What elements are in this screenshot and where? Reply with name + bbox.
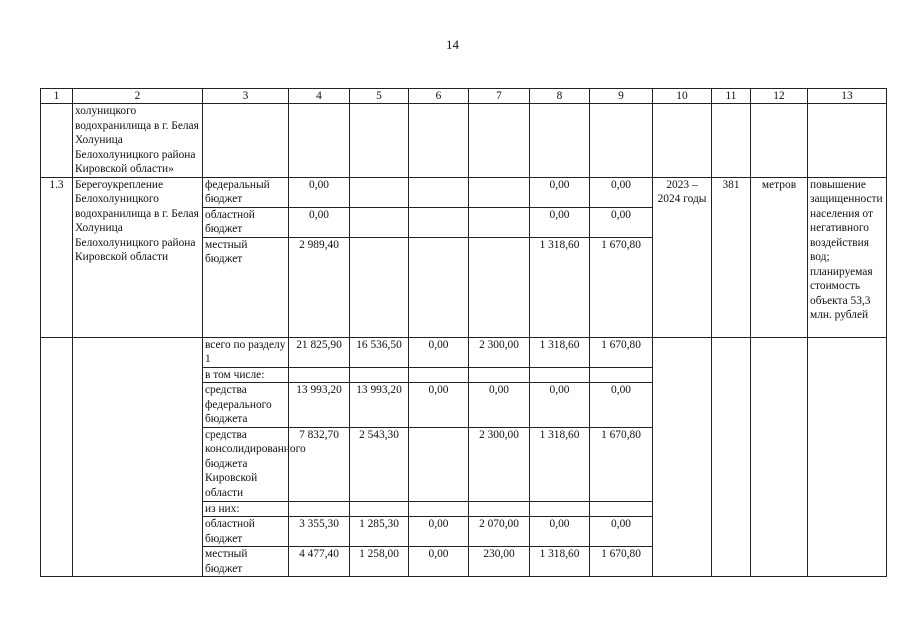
summary-label: всего по разделу 1 — [203, 337, 289, 367]
capacity-value: 381 — [712, 177, 751, 337]
continuation-row — [41, 104, 887, 178]
value-cell: 1 318,60 — [530, 237, 590, 337]
value-cell: 4 477,40 — [289, 547, 350, 577]
value-cell — [409, 177, 469, 207]
value-cell: 0,00 — [289, 177, 350, 207]
program-table — [40, 88, 887, 577]
column-header: 7 — [469, 89, 530, 104]
value-cell — [409, 427, 469, 501]
summary-label: в том числе: — [203, 367, 289, 383]
implementation-period: 2023 – 2024 годы — [653, 177, 712, 337]
value-cell: 2 543,30 — [350, 427, 409, 501]
value-cell — [469, 177, 530, 207]
column-header: 3 — [203, 89, 289, 104]
value-cell: 16 536,50 — [350, 337, 409, 367]
value-cell — [409, 207, 469, 237]
value-cell: 0,00 — [590, 207, 653, 237]
value-cell: 0,00 — [409, 337, 469, 367]
value-cell: 0,00 — [590, 177, 653, 207]
column-header: 2 — [73, 89, 203, 104]
expected-result: повышение защищенности населения от негативного воздействия вод; планируемая стоимость объекта 53,3 млн. рублей — [808, 177, 887, 337]
funding-source: местный бюджет — [203, 237, 289, 337]
value-cell — [350, 237, 409, 337]
summary-label: местный бюджет — [203, 547, 289, 577]
column-header: 10 — [653, 89, 712, 104]
value-cell: 0,00 — [469, 383, 530, 428]
value-cell: 0,00 — [289, 207, 350, 237]
value-cell: 0,00 — [409, 383, 469, 428]
value-cell: 0,00 — [590, 517, 653, 547]
value-cell: 0,00 — [530, 517, 590, 547]
value-cell: 0,00 — [409, 547, 469, 577]
object-name-continued: холуницкого водохранилища в г. Белая Холуница Белохолуницкого района Кировской области» — [73, 104, 203, 178]
column-header: 1 — [41, 89, 73, 104]
value-cell: 0,00 — [530, 177, 590, 207]
value-cell — [350, 207, 409, 237]
value-cell — [469, 237, 530, 337]
value-cell: 1 318,60 — [530, 547, 590, 577]
value-cell: 2 070,00 — [469, 517, 530, 547]
value-cell: 13 993,20 — [289, 383, 350, 428]
summary-label: областной бюджет — [203, 517, 289, 547]
column-header: 4 — [289, 89, 350, 104]
value-cell: 2 300,00 — [469, 427, 530, 501]
value-cell: 21 825,90 — [289, 337, 350, 367]
value-cell: 3 355,30 — [289, 517, 350, 547]
column-header: 8 — [530, 89, 590, 104]
value-cell: 1 670,80 — [590, 337, 653, 367]
value-cell — [469, 207, 530, 237]
value-cell: 1 318,60 — [530, 337, 590, 367]
table-row — [41, 177, 887, 207]
value-cell: 1 285,30 — [350, 517, 409, 547]
value-cell: 2 989,40 — [289, 237, 350, 337]
value-cell: 1 670,80 — [590, 547, 653, 577]
column-header: 9 — [590, 89, 653, 104]
page-number: 14 — [446, 37, 459, 52]
value-cell: 13 993,20 — [350, 383, 409, 428]
column-header-row — [41, 89, 887, 104]
value-cell — [409, 237, 469, 337]
summary-row — [41, 337, 887, 367]
value-cell: 0,00 — [590, 383, 653, 428]
summary-label: средства федерального бюджета — [203, 383, 289, 428]
value-cell: 2 300,00 — [469, 337, 530, 367]
column-header: 6 — [409, 89, 469, 104]
funding-source: областной бюджет — [203, 207, 289, 237]
column-header: 13 — [808, 89, 887, 104]
summary-label: из них: — [203, 501, 289, 517]
value-cell: 1 318,60 — [530, 427, 590, 501]
value-cell: 1 258,00 — [350, 547, 409, 577]
summary-label: средства консолидированного бюджета Кировской области — [203, 427, 289, 501]
value-cell: 0,00 — [530, 383, 590, 428]
item-number: 1.3 — [41, 177, 73, 337]
capacity-unit: метров — [751, 177, 808, 337]
value-cell: 1 670,80 — [590, 427, 653, 501]
value-cell: 230,00 — [469, 547, 530, 577]
column-header: 11 — [712, 89, 751, 104]
funding-source: федеральный бюджет — [203, 177, 289, 207]
column-header: 12 — [751, 89, 808, 104]
object-name: Берегоукрепление Белохолуницкого водохранилища в г. Белая Холуница Белохолуницкого района Кировской области — [73, 177, 203, 337]
value-cell: 0,00 — [530, 207, 590, 237]
value-cell: 0,00 — [409, 517, 469, 547]
value-cell — [350, 177, 409, 207]
column-header: 5 — [350, 89, 409, 104]
value-cell: 1 670,80 — [590, 237, 653, 337]
value-cell: 7 832,70 — [289, 427, 350, 501]
